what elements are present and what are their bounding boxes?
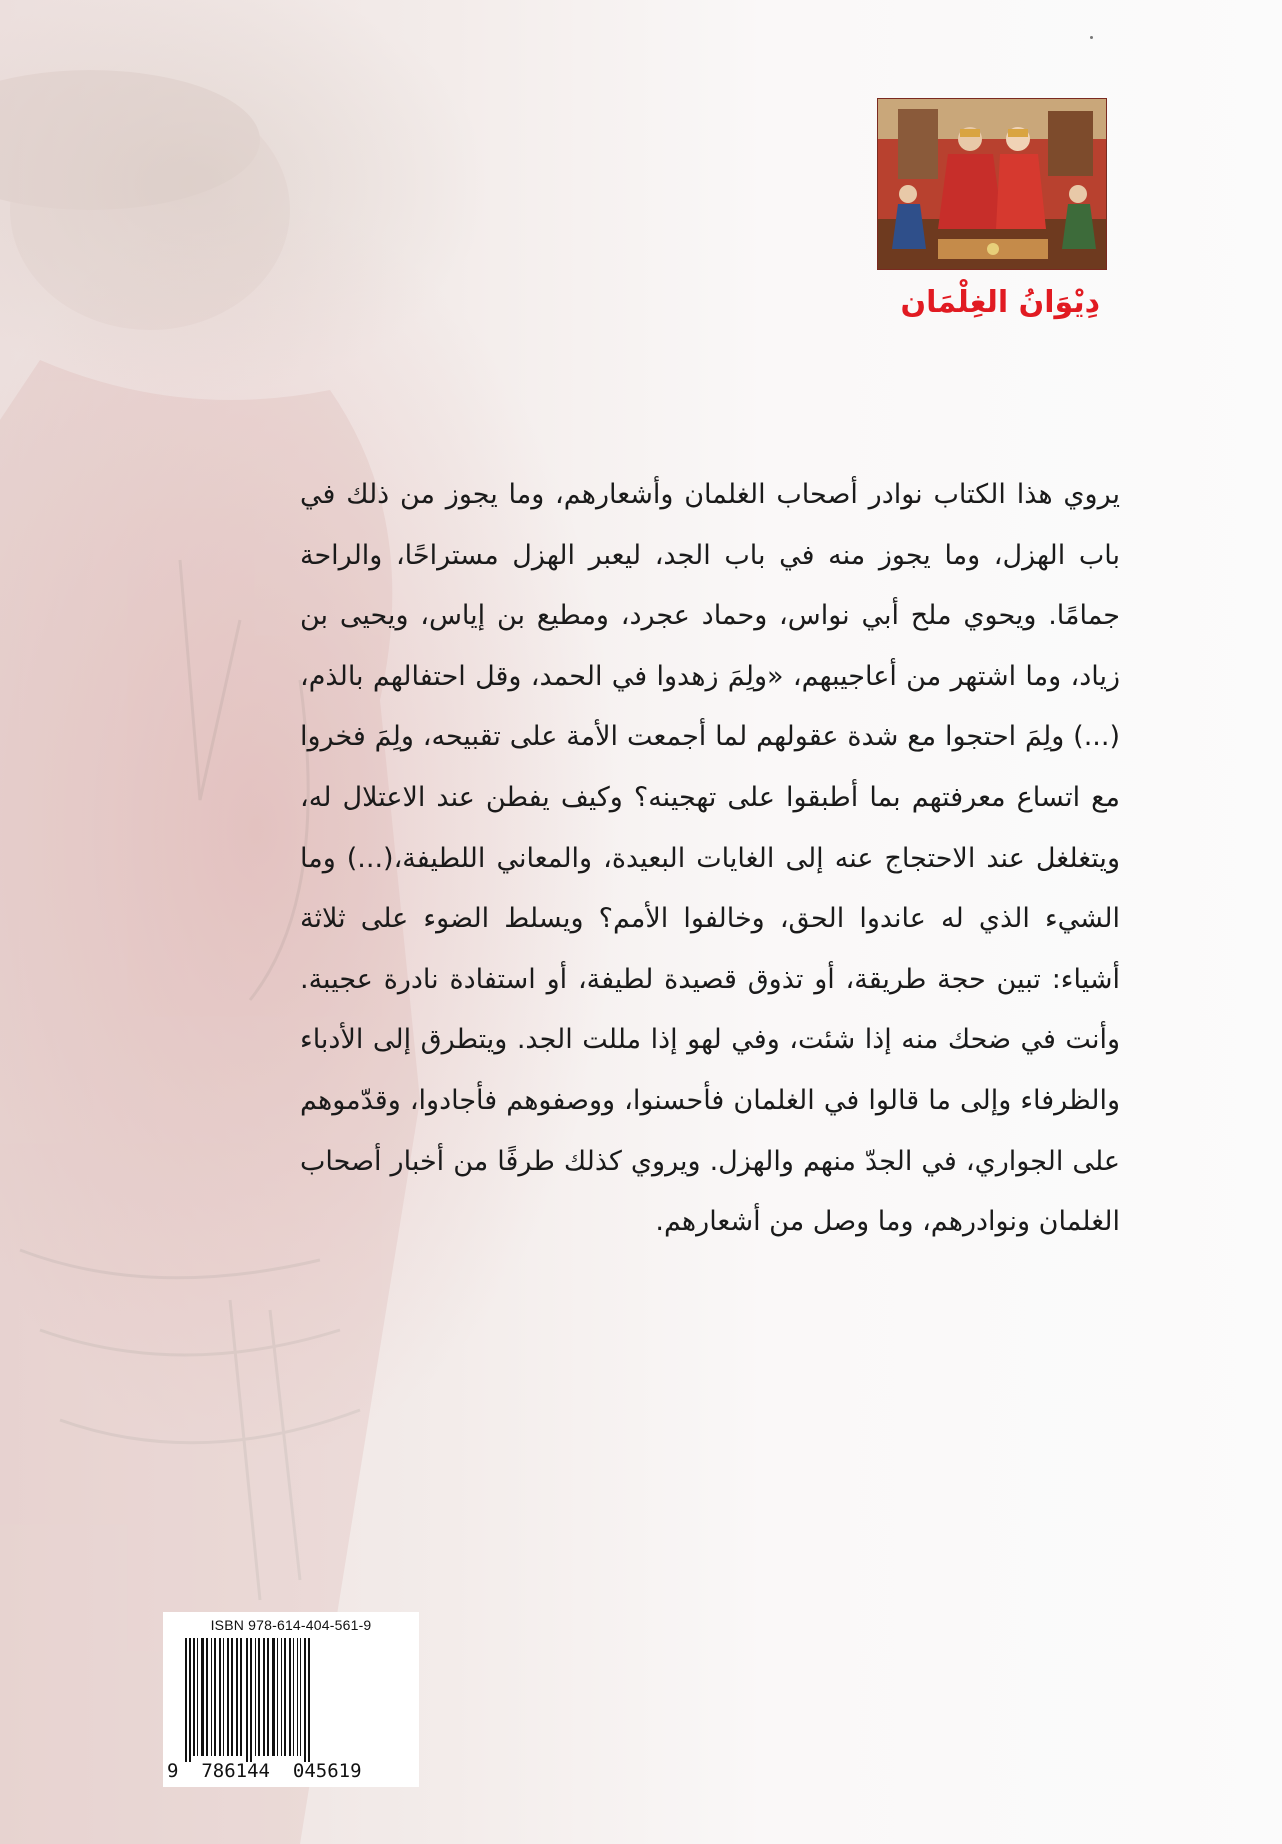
barcode-bar xyxy=(231,1638,233,1756)
barcode-bar xyxy=(223,1638,224,1756)
barcode-bar xyxy=(304,1638,306,1762)
barcode-bar xyxy=(185,1638,187,1762)
barcode-bar xyxy=(206,1638,208,1756)
barcode-bar xyxy=(211,1638,212,1756)
barcode-bar xyxy=(267,1638,269,1756)
barcode-bar xyxy=(284,1638,286,1756)
barcode-bar xyxy=(197,1638,198,1756)
barcode-bar xyxy=(297,1638,298,1756)
isbn-label: ISBN 978-614-404-561-9 xyxy=(210,1617,372,1633)
barcode-bar xyxy=(201,1638,204,1756)
book-title: دِيْوَانُ الغِلْمَان xyxy=(900,285,1100,320)
barcode-bar xyxy=(300,1638,301,1756)
barcode-bar xyxy=(250,1638,252,1762)
barcode-bar xyxy=(193,1638,195,1756)
barcode-left-group: 786144 xyxy=(201,1760,270,1782)
barcode-lead-digit: 9 xyxy=(167,1760,179,1782)
barcode-digits xyxy=(167,1760,417,1782)
barcode-bar xyxy=(189,1638,191,1762)
blurb-paragraph: يروي هذا الكتاب نوادر أصحاب الغلمان وأشعارهم، وما يجوز من ذلك في باب الهزل، وما يجوز منه في باب الجد، ليعبر الهزل مستراحًا، والراحة جمامًا. ويحوي ملح أبي نواس، وحماد عجرد، ومطيع بن إياس، ويحيى بن زياد، وما اشتهر من أعاجيبهم، «ولِمَ زهدوا في الحمد، وقل احتفالهم بالذم،(...) ولِمَ احتجوا مع شدة عقولهم لما أجمعت الأمة على تقبيحه، ولِمَ فخروا مع اتساع معرفتهم بما أطبقوا على تهجينه؟ وكيف يفطن عند الاعتلال له، ويتغلغل عند الاحتجاج عنه إلى الغايات البعيدة، والمعاني اللطيفة،(...) وما الشيء الذي له عاندوا الحق، وخالفوا الأمم؟ ويسلط الضوء على ثلاثة أشياء: تبين حجة طريقة، أو تذوق قصيدة لطيفة، أو استفادة نادرة عجيبة. وأنت في ضحك منه إذا شئت، وفي لهو إذا مللت الجد. ويتطرق إلى الأدباء والظرفاء وإلى ما قالوا في الغلمان فأحسنوا، ووصفوهم فأجادوا، وقدّموهم على الجواري، في الجدّ منهم والهزل. ويروي كذلك طرفًا من أخبار أصحاب الغلمان ونوادرهم، وما وصل من أشعارهم. xyxy=(300,479,1120,1238)
barcode-bar xyxy=(255,1638,256,1756)
barcode-bar xyxy=(293,1638,294,1756)
persian-miniature-thumbnail xyxy=(877,98,1107,270)
barcode-bar xyxy=(258,1638,260,1756)
barcode-bar xyxy=(236,1638,238,1756)
barcode-right-group: 045619 xyxy=(292,1760,362,1782)
barcode-bar xyxy=(240,1638,242,1756)
barcode-bar xyxy=(263,1638,265,1756)
barcode-bar xyxy=(272,1638,275,1756)
barcode-bar xyxy=(227,1638,229,1756)
isbn-barcode xyxy=(163,1612,419,1787)
dust-speck xyxy=(1090,36,1093,39)
barcode-bar xyxy=(214,1638,216,1756)
barcode-bar xyxy=(281,1638,282,1756)
barcode-bar xyxy=(308,1638,310,1762)
barcode-bar xyxy=(219,1638,221,1756)
barcode-bar xyxy=(277,1638,278,1756)
barcode-bar xyxy=(289,1638,291,1756)
barcode-bar xyxy=(246,1638,248,1762)
